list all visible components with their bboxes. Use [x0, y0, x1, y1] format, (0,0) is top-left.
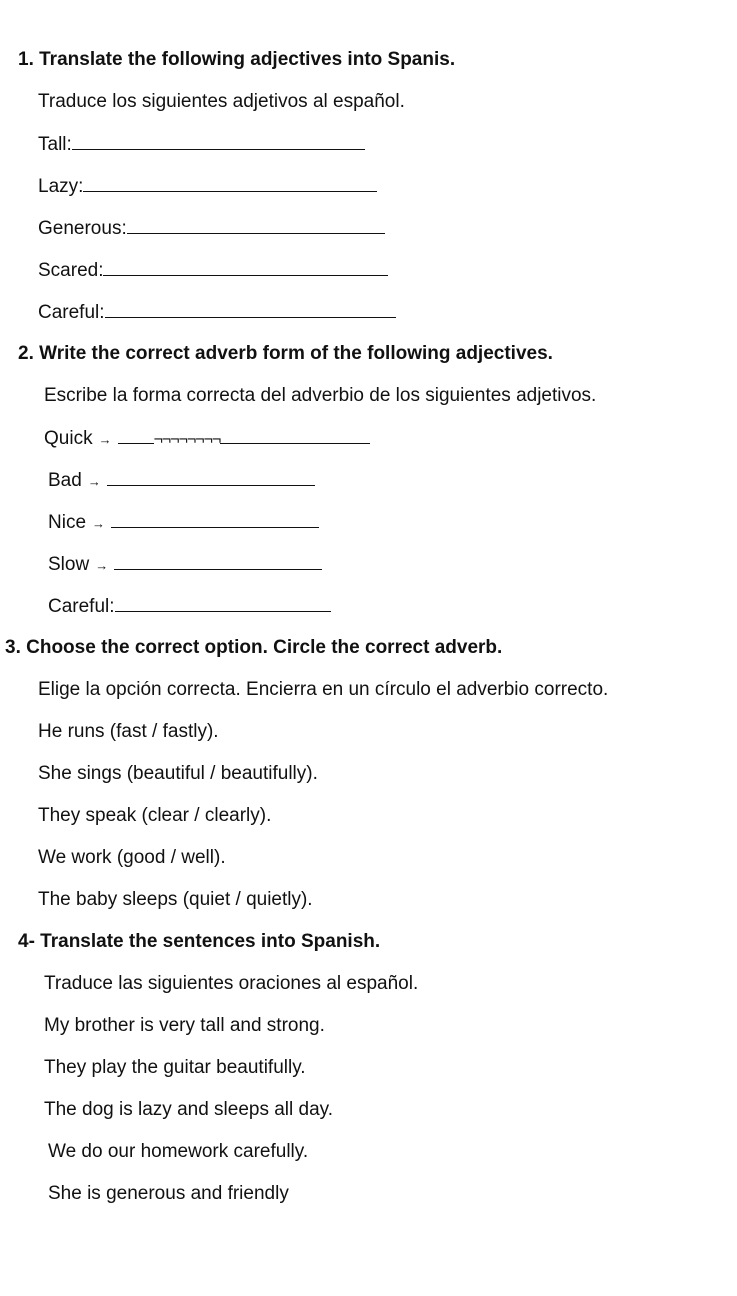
label: Quick [44, 428, 93, 449]
sentence-item: My brother is very tall and strong. [44, 1015, 325, 1036]
section-2-subheading: Escribe la forma correcta del adverbio de los siguientes adjetivos. [44, 385, 597, 406]
section-4-heading: 4- Translate the sentences into Spanish. [18, 931, 381, 952]
label: Generous: [38, 218, 127, 239]
sentence-item: We do our homework carefully. [48, 1141, 309, 1162]
label: Tall: [38, 134, 72, 155]
item-quick [44, 426, 370, 452]
item-bad [48, 468, 315, 494]
answer-blank[interactable] [103, 258, 388, 276]
section-2-heading: 2. Write the correct adverb form of the following adjectives. [18, 343, 553, 364]
answer-blank[interactable] [107, 468, 315, 486]
choice-item: He runs (fast / fastly). [38, 721, 219, 742]
item-generous [38, 216, 385, 241]
arrow-icon: → [95, 558, 109, 573]
section-3-heading: 3. Choose the correct option. Circle the correct adverb. [5, 637, 503, 658]
arrow-icon: → [98, 432, 112, 447]
label: Slow [48, 554, 90, 575]
answer-blank[interactable] [111, 510, 319, 528]
label: Lazy: [38, 176, 84, 197]
section-4-subheading: Traduce las siguientes oraciones al español. [44, 973, 419, 994]
answer-blank[interactable] [118, 426, 154, 444]
section-3-subheading: Elige la opción correcta. Encierra en un círculo el adverbio correcto. [38, 679, 609, 700]
item-nice [48, 510, 319, 536]
stray-marks: ¬¬¬¬¬¬¬¬ [153, 431, 221, 448]
arrow-icon: → [87, 474, 101, 489]
sentence-item: She is generous and friendly [48, 1183, 289, 1204]
section-1-subheading: Traduce los siguientes adjetivos al español. [38, 91, 405, 112]
item-lazy [38, 174, 377, 199]
item-slow [48, 552, 322, 578]
arrow-icon: → [92, 516, 106, 531]
sentence-item: They play the guitar beautifully. [44, 1057, 306, 1078]
item-tall [38, 132, 365, 157]
label: Nice [48, 512, 87, 533]
choice-item: They speak (clear / clearly). [38, 805, 272, 826]
label: Scared: [38, 260, 104, 281]
label: Careful: [48, 596, 115, 617]
label: Bad [48, 470, 82, 491]
label: Careful: [38, 302, 105, 323]
choice-item: She sings (beautiful / beautifully). [38, 763, 318, 784]
item-careful [38, 300, 396, 325]
answer-blank[interactable] [83, 174, 377, 192]
item-careful-adverb [48, 594, 331, 619]
sentence-item: The dog is lazy and sleeps all day. [44, 1099, 334, 1120]
answer-blank[interactable] [114, 552, 322, 570]
answer-blank[interactable] [220, 426, 370, 444]
answer-blank[interactable] [105, 300, 396, 318]
section-1-heading: 1. Translate the following adjectives into Spanis. [18, 49, 456, 70]
choice-item: We work (good / well). [38, 847, 226, 868]
answer-blank[interactable] [115, 594, 331, 612]
answer-blank[interactable] [127, 216, 385, 234]
choice-item: The baby sleeps (quiet / quietly). [38, 889, 313, 910]
answer-blank[interactable] [72, 132, 365, 150]
item-scared [38, 258, 388, 283]
